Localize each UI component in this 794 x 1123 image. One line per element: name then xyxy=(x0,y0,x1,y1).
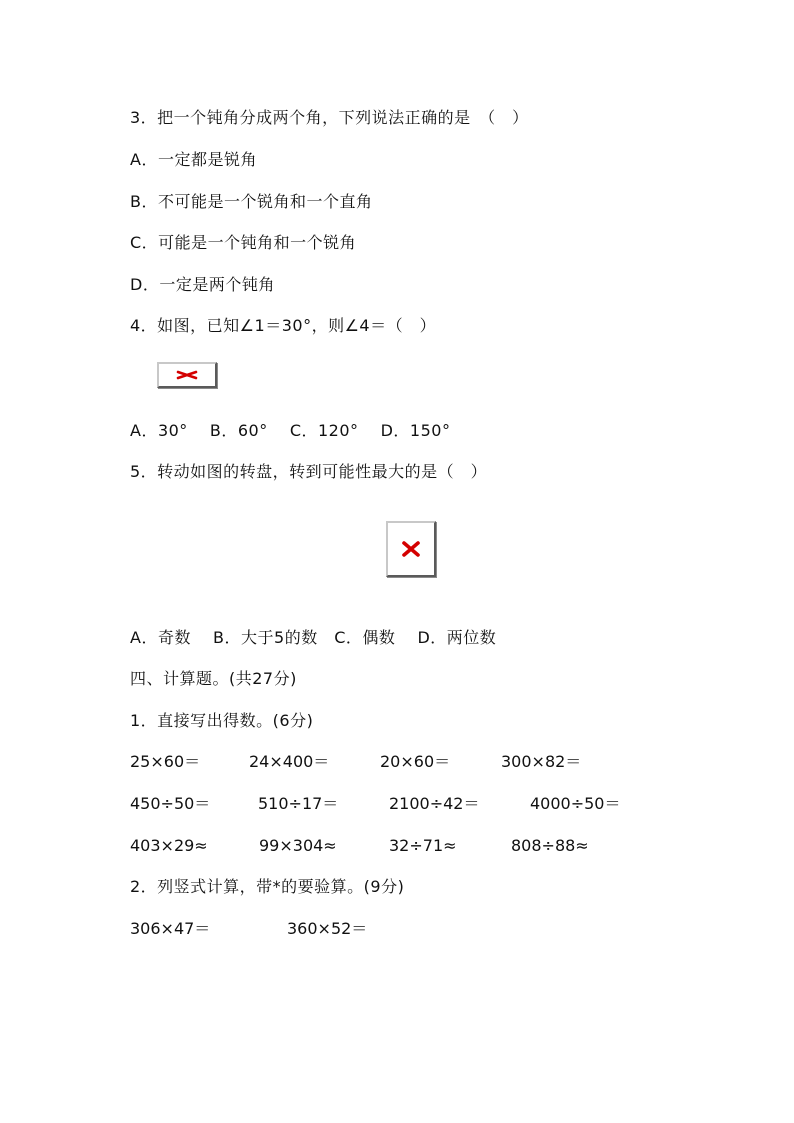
question-3-option-d: D．一定是两个钝角 xyxy=(130,275,275,294)
calc-item: 403×29≈ xyxy=(130,836,208,855)
question-4-options: A．30° B．60° C．120° D．150° xyxy=(130,421,451,440)
calc-item: 25×60＝ xyxy=(130,752,201,771)
calc-item: 4000÷50＝ xyxy=(530,794,621,813)
calc-item: 24×400＝ xyxy=(249,752,330,771)
vertical-calc-item: 360×52＝ xyxy=(287,919,368,938)
calc-item: 510÷17＝ xyxy=(258,794,339,813)
section-4-part-1-title: 1．直接写出得数。(6分) xyxy=(130,711,314,730)
vertical-calc-item: 306×47＝ xyxy=(130,919,211,938)
calc-item: 99×304≈ xyxy=(259,836,337,855)
question-3-option-c: C．可能是一个钝角和一个锐角 xyxy=(130,233,357,252)
calc-item: 20×60＝ xyxy=(380,752,451,771)
calc-item: 450÷50＝ xyxy=(130,794,211,813)
question-5-options: A．奇数 B．大于5的数 C．偶数 D．两位数 xyxy=(130,628,497,647)
question-3-option-a: A．一定都是锐角 xyxy=(130,150,257,169)
calc-item: 808÷88≈ xyxy=(511,836,589,855)
calc-item: 32÷71≈ xyxy=(389,836,457,855)
question-5-stem: 5．转动如图的转盘，转到可能性最大的是（ ） xyxy=(130,462,488,481)
calc-item: 300×82＝ xyxy=(501,752,582,771)
question-4-figure xyxy=(157,362,217,388)
calc-item: 2100÷42＝ xyxy=(389,794,480,813)
section-4-title: 四、计算题。(共27分) xyxy=(130,669,297,688)
question-5-figure xyxy=(386,521,436,577)
question-3-stem: 3．把一个钝角分成两个角，下列说法正确的是 （ ） xyxy=(130,108,529,127)
question-4-stem: 4．如图，已知∠1＝30°，则∠4＝（ ） xyxy=(130,316,437,335)
broken-image-icon xyxy=(175,370,199,380)
section-4-part-2-title: 2．列竖式计算，带*的要验算。(9分) xyxy=(130,877,405,896)
question-3-option-b: B．不可能是一个锐角和一个直角 xyxy=(130,192,373,211)
broken-image-icon xyxy=(400,539,422,559)
